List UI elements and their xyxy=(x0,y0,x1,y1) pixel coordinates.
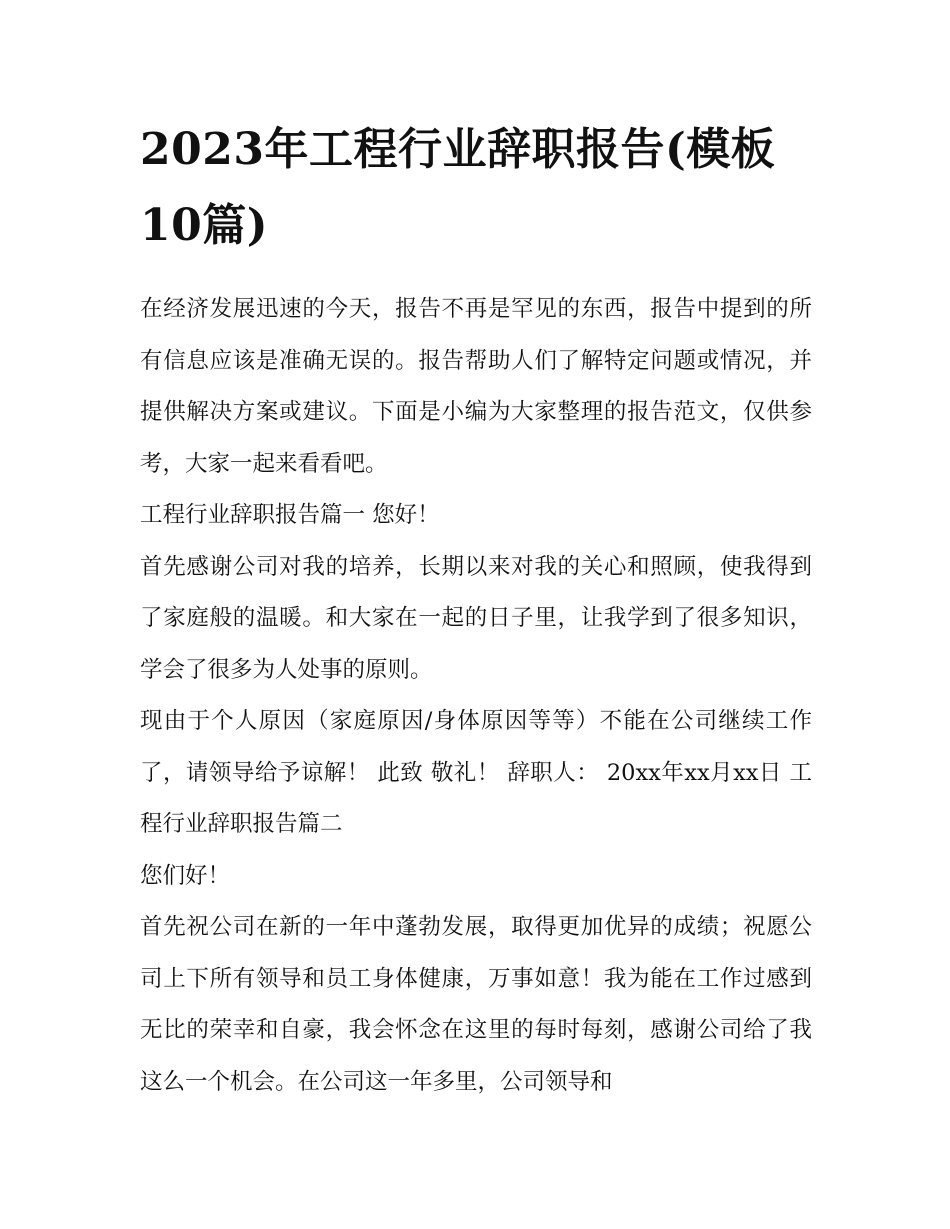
paragraph-intro: 在经济发展迅速的今天，报告不再是罕见的东西，报告中提到的所有信息应该是准确无误的。报告帮助人们了解特定问题或情况，并提供解决方案或建议。下面是小编为大家整理的报告范文，仅供参考，大家一起来看看吧。 xyxy=(140,296,812,477)
paragraph-section-one-heading: 工程行业辞职报告篇一 您好！ xyxy=(140,502,440,528)
document-body xyxy=(140,112,812,1108)
paragraph-thanks: 首先感谢公司对我的培养，长期以来对我的关心和照顾，使我得到了家庭般的温暖。和大家在一起的日子里，让我学到了很多知识，学会了很多为人处事的原则。 xyxy=(140,553,812,683)
document-title: 2023年工程行业辞职报告(模板10篇) xyxy=(140,124,776,251)
paragraph-greeting: 您们好！ xyxy=(140,862,231,889)
paragraph-list xyxy=(140,284,812,1108)
paragraph-wishes: 首先祝公司在新的一年中蓬勃发展，取得更加优异的成绩；祝愿公司上下所有领导和员工身体健康，万事如意！我为能在工作过感到无比的荣幸和自豪，我会怀念在这里的每时每刻，感谢公司给了我这么一个机会。在公司这一年多里，公司领导和 xyxy=(140,914,812,1095)
paragraph-resignation-reason: 现由于个人原因（家庭原因/身体原因等等）不能在公司继续工作了，请领导给予谅解！ 此致 敬礼！ 辞职人： 20xx年xx月xx日 工程行业辞职报告篇二 xyxy=(140,708,812,837)
